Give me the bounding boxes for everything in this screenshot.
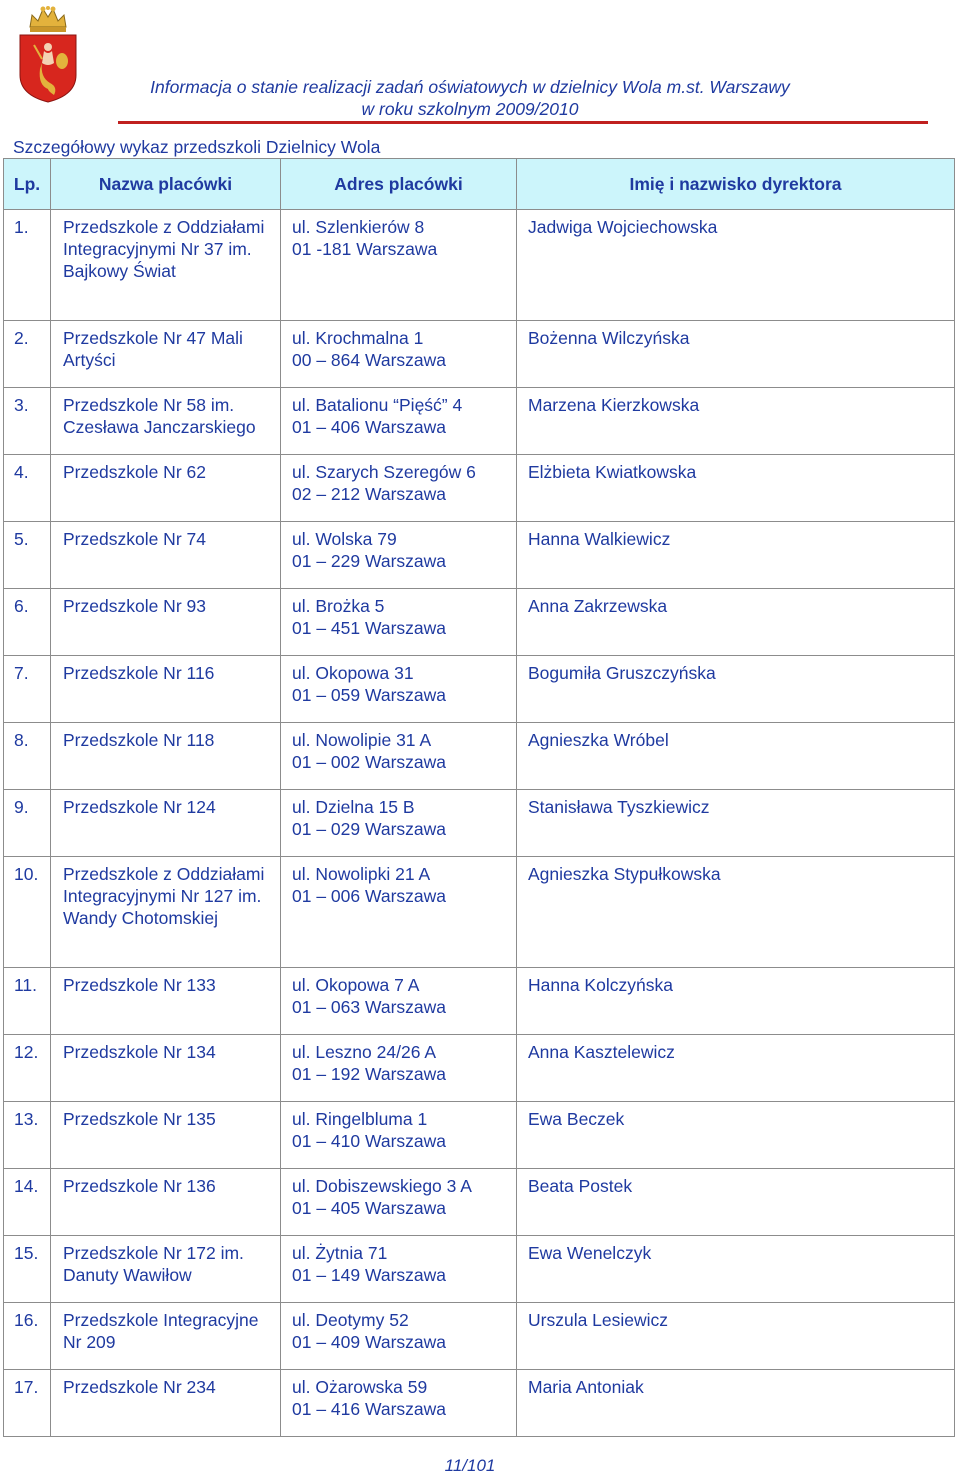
kindergarten-address: [281, 1035, 517, 1102]
director-name: Hanna Kolczyńska: [517, 968, 955, 1035]
kindergarten-address: [281, 1370, 517, 1437]
column-header-number: Lp.: [4, 159, 51, 210]
table-row: [4, 522, 955, 589]
director-name: Maria Antoniak: [517, 1370, 955, 1437]
table-row: [4, 1035, 955, 1102]
address-street: ul. Ringelbluma 1: [292, 1109, 428, 1129]
address-street: ul. Szlenkierów 8: [292, 217, 425, 237]
kindergarten-address: [281, 388, 517, 455]
table-row: [4, 455, 955, 522]
director-name: Bogumiła Gruszczyńska: [517, 656, 955, 723]
kindergarten-name: Przedszkole Integracyjne Nr 209: [51, 1303, 281, 1370]
director-name: Bożenna Wilczyńska: [517, 321, 955, 388]
kindergarten-name: Przedszkole Nr 62: [51, 455, 281, 522]
director-name: Ewa Wenelczyk: [517, 1236, 955, 1303]
kindergarten-address: [281, 455, 517, 522]
director-name: Beata Postek: [517, 1169, 955, 1236]
kindergarten-name: Przedszkole Nr 134: [51, 1035, 281, 1102]
director-name: Marzena Kierzkowska: [517, 388, 955, 455]
director-name: Anna Zakrzewska: [517, 589, 955, 656]
kindergarten-address: [281, 790, 517, 857]
kindergarten-address: [281, 210, 517, 321]
row-number: 7.: [4, 656, 51, 723]
row-number: 3.: [4, 388, 51, 455]
address-city: 01 – 451 Warszawa: [292, 618, 447, 638]
row-number: 14.: [4, 1169, 51, 1236]
kindergarten-name: Przedszkole Nr 93: [51, 589, 281, 656]
kindergarten-address: [281, 1169, 517, 1236]
director-name: Agnieszka Wróbel: [517, 723, 955, 790]
director-name: Anna Kasztelewicz: [517, 1035, 955, 1102]
row-number: 15.: [4, 1236, 51, 1303]
row-number: 13.: [4, 1102, 51, 1169]
kindergarten-name: Przedszkole Nr 135: [51, 1102, 281, 1169]
address-street: ul. Okopowa 7 A: [292, 975, 420, 995]
director-name: Agnieszka Stypułkowska: [517, 857, 955, 968]
address-street: ul. Wolska 79: [292, 529, 397, 549]
table-row: [4, 210, 955, 321]
column-header-address: Adres placówki: [281, 159, 517, 210]
address-street: ul. Żytnia 71: [292, 1243, 388, 1263]
table-row: [4, 656, 955, 723]
address-street: ul. Szarych Szeregów 6: [292, 462, 476, 482]
address-city: 01 – 059 Warszawa: [292, 685, 447, 705]
address-street: ul. Brożka 5: [292, 596, 385, 616]
kindergarten-name: Przedszkole Nr 133: [51, 968, 281, 1035]
table-row: [4, 1236, 955, 1303]
kindergarten-name: Przedszkole Nr 124: [51, 790, 281, 857]
kindergarten-name: Przedszkole Nr 172 im. Danuty Wawiłow: [51, 1236, 281, 1303]
kindergarten-name: Przedszkole Nr 58 im. Czesława Janczarskiego: [51, 388, 281, 455]
address-city: 02 – 212 Warszawa: [292, 484, 447, 504]
kindergarten-address: [281, 321, 517, 388]
address-street: ul. Deotymy 52: [292, 1310, 409, 1330]
address-street: ul. Leszno 24/26 A: [292, 1042, 436, 1062]
table-row: [4, 1102, 955, 1169]
address-street: ul. Okopowa 31: [292, 663, 414, 683]
row-number: 8.: [4, 723, 51, 790]
table-row: [4, 388, 955, 455]
table-row: [4, 790, 955, 857]
kindergarten-table: [3, 158, 955, 1437]
kindergarten-address: [281, 1102, 517, 1169]
address-city: 01 – 406 Warszawa: [292, 417, 447, 437]
row-number: 5.: [4, 522, 51, 589]
director-name: Stanisława Tyszkiewicz: [517, 790, 955, 857]
table-row: [4, 589, 955, 656]
row-number: 6.: [4, 589, 51, 656]
address-city: 01 -181 Warszawa: [292, 239, 438, 259]
kindergarten-name: Przedszkole Nr 118: [51, 723, 281, 790]
address-city: 01 – 409 Warszawa: [292, 1332, 447, 1352]
address-city: 01 – 405 Warszawa: [292, 1198, 447, 1218]
kindergarten-name: Przedszkole z Oddziałami Integracyjnymi Nr 127 im. Wandy Chotomskiej: [51, 857, 281, 968]
address-city: 01 – 410 Warszawa: [292, 1131, 447, 1151]
warsaw-crest-logo: [18, 5, 78, 103]
row-number: 9.: [4, 790, 51, 857]
director-name: Jadwiga Wojciechowska: [517, 210, 955, 321]
address-street: ul. Nowolipie 31 A: [292, 730, 432, 750]
page-number: 11/101: [444, 1456, 496, 1475]
table-row: [4, 1169, 955, 1236]
table-row: [4, 857, 955, 968]
kindergarten-address: [281, 968, 517, 1035]
address-street: ul. Krochmalna 1: [292, 328, 424, 348]
table-row: [4, 723, 955, 790]
director-name: Ewa Beczek: [517, 1102, 955, 1169]
table-row: [4, 1303, 955, 1370]
row-number: 2.: [4, 321, 51, 388]
kindergarten-address: [281, 589, 517, 656]
table-row: [4, 1370, 955, 1437]
table-header-row: [4, 159, 955, 210]
section-title: Szczegółowy wykaz przedszkoli Dzielnicy Wola: [13, 137, 381, 157]
row-number: 16.: [4, 1303, 51, 1370]
address-city: 01 – 063 Warszawa: [292, 997, 447, 1017]
table-row: [4, 968, 955, 1035]
director-name: Hanna Walkiewicz: [517, 522, 955, 589]
kindergarten-name: Przedszkole z Oddziałami Integracyjnymi Nr 37 im. Bajkowy Świat: [51, 210, 281, 321]
kindergarten-name: Przedszkole Nr 47 Mali Artyści: [51, 321, 281, 388]
address-city: 01 – 002 Warszawa: [292, 752, 447, 772]
row-number: 1.: [4, 210, 51, 321]
address-city: 01 – 416 Warszawa: [292, 1399, 447, 1419]
kindergarten-address: [281, 1303, 517, 1370]
column-header-name: Nazwa placówki: [51, 159, 281, 210]
director-name: Elżbieta Kwiatkowska: [517, 455, 955, 522]
address-street: ul. Nowolipki 21 A: [292, 864, 431, 884]
address-street: ul. Ożarowska 59: [292, 1377, 428, 1397]
kindergarten-address: [281, 1236, 517, 1303]
row-number: 12.: [4, 1035, 51, 1102]
kindergarten-address: [281, 857, 517, 968]
kindergarten-name: Przedszkole Nr 116: [51, 656, 281, 723]
address-city: 01 – 192 Warszawa: [292, 1064, 447, 1084]
address-street: ul. Dzielna 15 B: [292, 797, 415, 817]
row-number: 17.: [4, 1370, 51, 1437]
kindergarten-address: [281, 522, 517, 589]
address-street: ul. Batalionu “Pięść” 4: [292, 395, 463, 415]
kindergarten-name: Przedszkole Nr 234: [51, 1370, 281, 1437]
row-number: 4.: [4, 455, 51, 522]
kindergarten-name: Przedszkole Nr 136: [51, 1169, 281, 1236]
address-street: ul. Dobiszewskiego 3 A: [292, 1176, 472, 1196]
report-subtitle: w roku szkolnym 2009/2010: [361, 99, 579, 119]
table-row: [4, 321, 955, 388]
row-number: 11.: [4, 968, 51, 1035]
row-number: 10.: [4, 857, 51, 968]
address-city: 01 – 006 Warszawa: [292, 886, 447, 906]
kindergarten-name: Przedszkole Nr 74: [51, 522, 281, 589]
kindergarten-address: [281, 656, 517, 723]
address-city: 01 – 149 Warszawa: [292, 1265, 447, 1285]
column-header-director: Imię i nazwisko dyrektora: [517, 159, 955, 210]
address-city: 00 – 864 Warszawa: [292, 350, 447, 370]
header-divider: [118, 121, 928, 124]
address-city: 01 – 229 Warszawa: [292, 551, 447, 571]
address-city: 01 – 029 Warszawa: [292, 819, 447, 839]
director-name: Urszula Lesiewicz: [517, 1303, 955, 1370]
kindergarten-address: [281, 723, 517, 790]
report-title: Informacja o stanie realizacji zadań oświatowych w dzielnicy Wola m.st. Warszawy: [150, 77, 790, 97]
